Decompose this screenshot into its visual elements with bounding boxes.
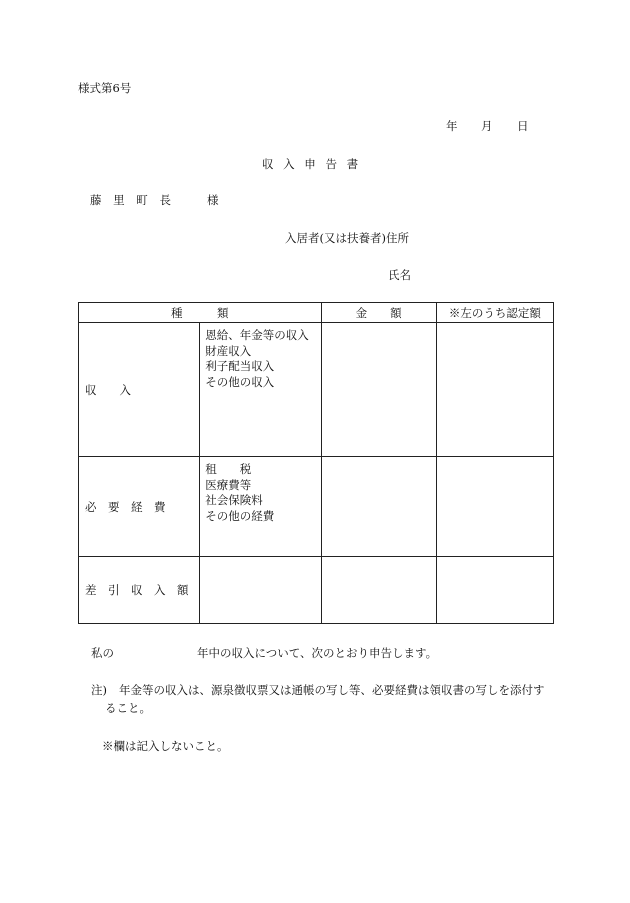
expense-item-other: その他の経費 — [205, 508, 275, 523]
net-income-certified-cell[interactable] — [436, 557, 553, 624]
date-day-label: 日 — [517, 119, 529, 133]
expense-items — [200, 457, 321, 557]
expense-item-tax: 租 税 — [205, 462, 252, 476]
date-year-label: 年 — [446, 119, 458, 133]
applicant-address-label: 入居者(又は扶養者)住所 — [285, 231, 409, 245]
row-label-income — [79, 323, 200, 457]
row-label-net-income-text: 差 引 収 入 額 — [85, 583, 189, 597]
applicant-name-label: 氏名 — [388, 268, 411, 282]
date-month-label: 月 — [481, 119, 493, 133]
income-amount-cell[interactable] — [321, 323, 436, 457]
document-title: 収 入 申 告 書 — [262, 157, 359, 171]
remark-text: ※欄は記入しないこと。 — [102, 739, 229, 753]
income-items — [200, 323, 321, 457]
row-label-expenses-text: 必 要 経 費 — [85, 499, 166, 514]
income-item-dividend: 利子配当収入 — [205, 359, 275, 373]
row-label-expenses — [79, 457, 200, 557]
income-item-other: その他の収入 — [205, 374, 275, 389]
form-number: 様式第6号 — [78, 81, 132, 95]
note-line-2: ること。 — [105, 701, 151, 715]
table-row-expenses — [79, 457, 554, 557]
declaration-text: 年中の収入について、次のとおり申告します。 — [197, 646, 438, 660]
expense-certified-cell[interactable] — [436, 457, 553, 557]
addressee-name: 藤 里 町 長 — [90, 193, 171, 207]
note-line-1: 年金等の収入は、源泉徴収票又は通帳の写し等、必要経費は領収書の写しを添付す — [119, 683, 545, 697]
income-table — [78, 302, 554, 624]
income-certified-cell[interactable] — [436, 323, 553, 457]
note-marker: 注) — [91, 683, 107, 697]
net-income-amount-cell[interactable] — [321, 557, 436, 624]
expense-item-medical: 医療費等 — [205, 477, 252, 492]
header-amount: 金 額 — [321, 303, 436, 323]
header-certified-amount: ※左のうち認定額 — [436, 303, 553, 323]
income-item-pension: 恩給、年金等の収入 — [205, 328, 309, 342]
header-type: 種 類 — [79, 303, 322, 323]
declaration-prefix: 私の — [91, 646, 114, 660]
expense-amount-cell[interactable] — [321, 457, 436, 557]
row-label-income-text: 収 入 — [85, 382, 131, 397]
table-row-net-income — [79, 557, 554, 624]
row-label-net-income — [79, 557, 200, 624]
table-row-income — [79, 323, 554, 457]
net-income-blank-cell — [200, 557, 321, 624]
table-header-row — [79, 303, 554, 323]
expense-item-social-insurance: 社会保険料 — [205, 493, 263, 507]
income-item-property: 財産収入 — [205, 343, 252, 358]
addressee-honorific: 様 — [207, 193, 219, 207]
